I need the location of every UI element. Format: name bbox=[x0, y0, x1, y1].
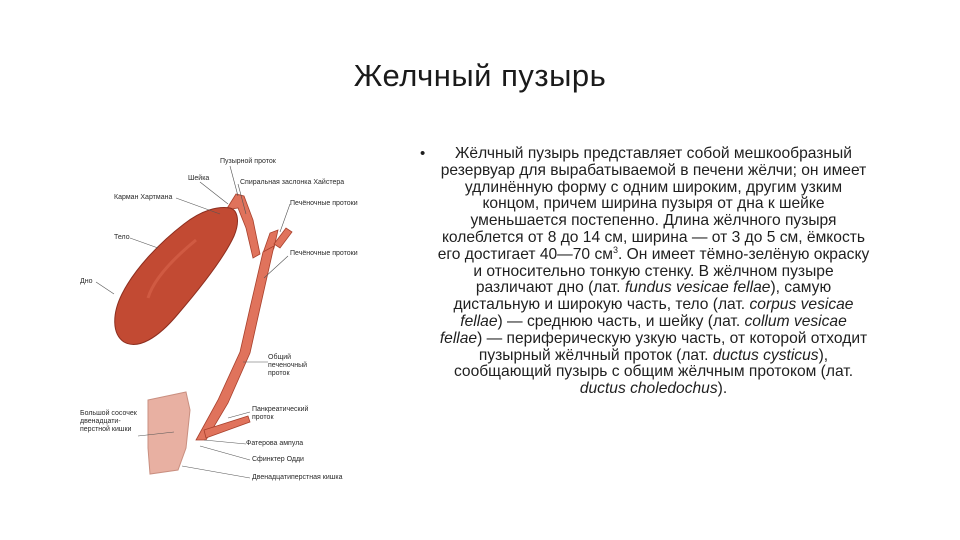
label-hartmann-pouch: Карман Хартмана bbox=[114, 194, 173, 201]
text-span: ), самую дистальную и широкую часть, тело (лат. bbox=[453, 279, 832, 314]
latin-term-cysticus: ductus cysticus bbox=[712, 346, 819, 364]
latin-term-choledochus: ductus choledochus bbox=[579, 380, 718, 398]
label-vater-ampulla: Фатерова ампула bbox=[246, 440, 304, 447]
text-span: ) — периферическую узкую часть, от которой отходит пузырный жёлчный проток (лат. bbox=[477, 329, 868, 364]
label-hepatic-ducts-top: Печёночные протоки bbox=[290, 200, 358, 207]
label-duodenum: Двенадцатиперстная кишка bbox=[252, 474, 343, 481]
latin-term-collum: collum vesicae fellae bbox=[439, 312, 847, 347]
description-text bbox=[420, 146, 870, 398]
label-common-hepatic-duct: Общий печеночный проток bbox=[268, 354, 308, 377]
label-major-papilla: Большой сосочек двенадцати-перстной кишки bbox=[80, 410, 137, 433]
label-fundus: Дно bbox=[80, 278, 93, 285]
label-oddi-sphincter: Сфинктер Одди bbox=[252, 456, 304, 463]
text-span: ) — среднюю часть, и шейку (лат. bbox=[497, 312, 745, 330]
label-spiral-valve: Спиральная заслонка Хайстера bbox=[240, 179, 345, 186]
latin-term-fundus: fundus vesicae fellae bbox=[624, 279, 771, 297]
label-hepatic-ducts: Печёночные протоки bbox=[290, 250, 358, 257]
bullet-marker: • bbox=[420, 145, 426, 162]
description-paragraph bbox=[437, 146, 870, 398]
label-cystic-duct: Пузырной проток bbox=[220, 158, 276, 165]
duodenum-shape bbox=[148, 392, 190, 474]
gallbladder-body bbox=[115, 208, 238, 345]
superscript-cubed: 3 bbox=[612, 244, 618, 255]
page-title: Желчный пузырь bbox=[353, 58, 607, 93]
text-span: . Он имеет тёмно-зелёную окраску и относительно тонкую стенку. В жёлчном пузыре различают дно (лат. bbox=[473, 245, 870, 297]
gallbladder-illustration bbox=[78, 148, 398, 498]
text-span: ), сообщающий пузырь с общим жёлчным протоком (лат. bbox=[453, 346, 854, 381]
text-span: ). bbox=[717, 380, 728, 398]
text-span: Жёлчный пузырь представляет собой мешкообразный резервуар для вырабатываемой в печени жёлчи; он имеет удлинённую форму с одним широким, другим узким концом, причем ширина пузыря от дна к шейке уменьшается постепенно. Длина жёлчного пузыря колеблется от 8 до 14 см, ширина — от 3 до 5 см, ёмкость его достигает 40—70 см bbox=[437, 145, 867, 263]
label-pancreatic-duct: Панкреатический проток bbox=[252, 406, 309, 421]
label-neck: Шейка bbox=[188, 175, 210, 182]
latin-term-corpus: corpus vesicae fellae bbox=[460, 296, 854, 330]
label-body: Тело bbox=[114, 234, 130, 241]
